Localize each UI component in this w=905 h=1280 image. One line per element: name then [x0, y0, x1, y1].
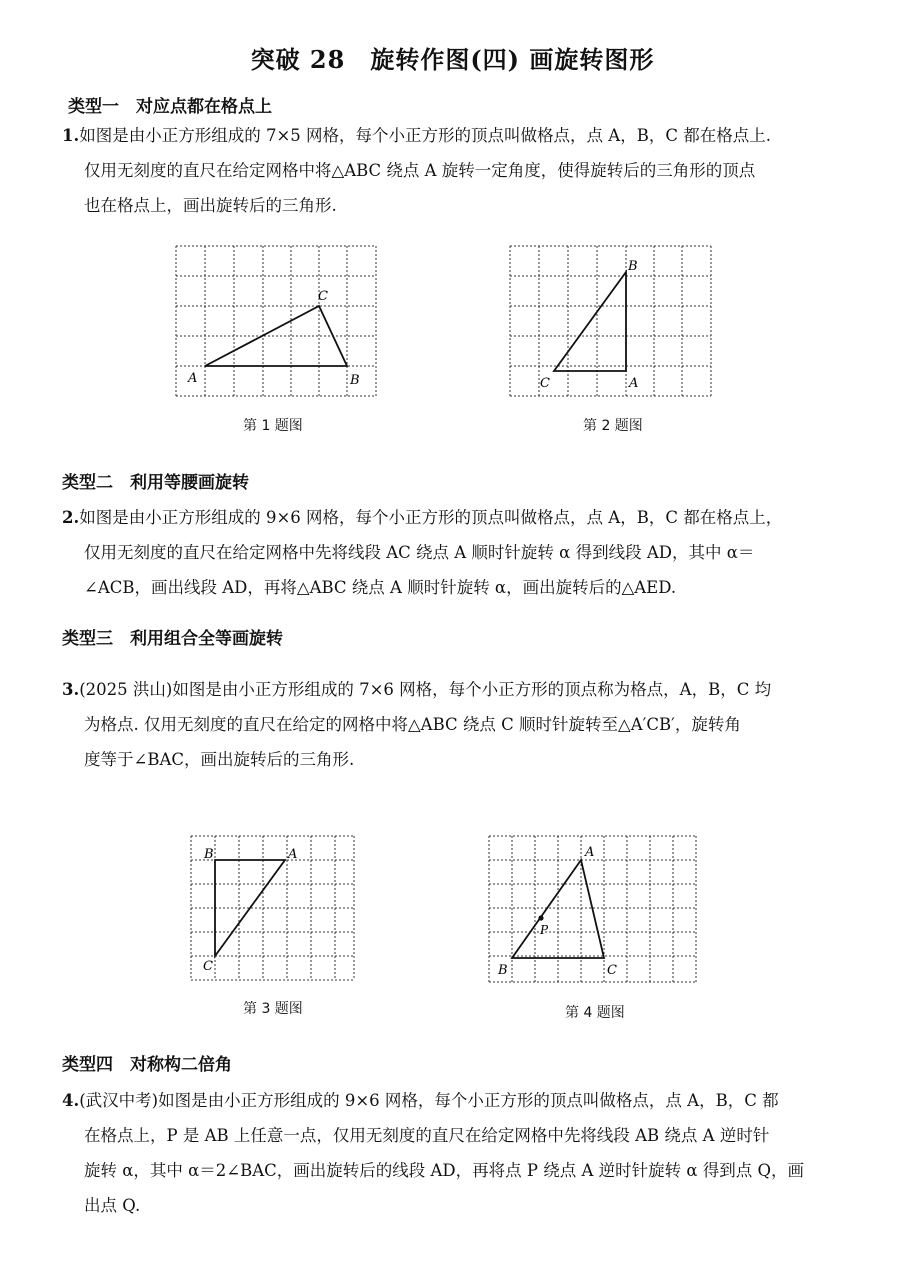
section-heading-2: 类型二 利用等腰画旋转	[62, 473, 249, 493]
problem-line: 在格点上，P 是 AB 上任意一点，仅用无刻度的直尺在给定网格中先将线段 AB 绕点 A 逆时针	[84, 1126, 770, 1145]
label-a: A	[288, 847, 298, 862]
problem-line: 为格点. 仅用无刻度的直尺在给定的网格中将△ABC 绕点 C 顺时针旋转至△A′CB′，旋转角	[84, 715, 741, 734]
section-heading-3: 类型三 利用组合全等画旋转	[62, 629, 283, 649]
problem-number: 2.	[62, 508, 80, 527]
label-c: C	[540, 376, 550, 391]
problem-line: 如图是由小正方形组成的 7×5 网格，每个小正方形的顶点叫做格点，点 A，B，C 都在格点上.	[79, 126, 771, 145]
point-p	[538, 915, 543, 920]
problem-2	[62, 500, 782, 605]
label-b: B	[498, 963, 508, 978]
problem-line: 也在格点上，画出旋转后的三角形.	[84, 196, 337, 215]
problem-4	[62, 1083, 804, 1223]
problem-line: 仅用无刻度的直尺在给定网格中将△ABC 绕点 A 旋转一定角度，使得旋转后的三角形的顶点	[84, 161, 756, 180]
grid	[176, 246, 376, 396]
label-c: C	[607, 963, 617, 978]
triangle-abc	[554, 272, 626, 371]
label-b: B	[628, 259, 638, 274]
label-a: A	[585, 845, 595, 860]
problem-line: (武汉中考)如图是由小正方形组成的 9×6 网格，每个小正方形的顶点叫做格点，点 A，B，C 都	[79, 1091, 779, 1110]
section-heading-4: 类型四 对称构二倍角	[62, 1055, 232, 1075]
label-a: A	[629, 376, 639, 391]
section-heading-1: 类型一 对应点都在格点上	[68, 97, 272, 117]
label-p: P	[540, 923, 549, 937]
problem-line: ∠ACB，画出线段 AD，再将△ABC 绕点 A 顺时针旋转 α，画出旋转后的△AED.	[84, 578, 677, 597]
figure-3-caption: 第 3 题图	[243, 1001, 303, 1017]
figure-1	[166, 240, 388, 406]
label-b: B	[204, 847, 214, 862]
figure-2-caption: 第 2 题图	[583, 418, 643, 434]
figure-1-caption: 第 1 题图	[243, 418, 303, 434]
label-c: C	[318, 289, 328, 304]
problem-line: (2025 洪山)如图是由小正方形组成的 7×6 网格，每个小正方形的顶点称为格点，A，B，C 均	[79, 680, 772, 699]
label-b: B	[350, 373, 360, 388]
problem-number: 1.	[62, 126, 80, 145]
figure-4	[484, 830, 706, 994]
label-a: A	[188, 371, 198, 386]
problem-line: 旋转 α，其中 α＝2∠BAC，画出旋转后的线段 AD，再将点 P 绕点 A 逆时针旋转 α 得到点 Q，画	[84, 1161, 805, 1180]
triangle-abc	[215, 860, 285, 956]
problem-3	[62, 672, 771, 777]
problem-line: 度等于∠BAC，画出旋转后的三角形.	[84, 750, 355, 769]
grid	[510, 246, 711, 396]
problem-number: 4.	[62, 1091, 80, 1110]
figure-4-caption: 第 4 题图	[565, 1005, 625, 1021]
problem-line: 如图是由小正方形组成的 9×6 网格，每个小正方形的顶点叫做格点，点 A，B，C 都在格点上，	[79, 508, 783, 527]
problem-number: 3.	[62, 680, 80, 699]
problem-1	[62, 118, 771, 223]
page-title: 突破 28 旋转作图(四) 画旋转图形	[250, 45, 655, 74]
label-c: C	[203, 959, 213, 974]
problem-line: 仅用无刻度的直尺在给定网格中先将线段 AC 绕点 A 顺时针旋转 α 得到线段 AD，其中 α＝	[84, 543, 755, 562]
figure-2	[502, 240, 722, 406]
figure-3	[184, 828, 362, 990]
problem-line: 出点 Q.	[84, 1196, 141, 1215]
